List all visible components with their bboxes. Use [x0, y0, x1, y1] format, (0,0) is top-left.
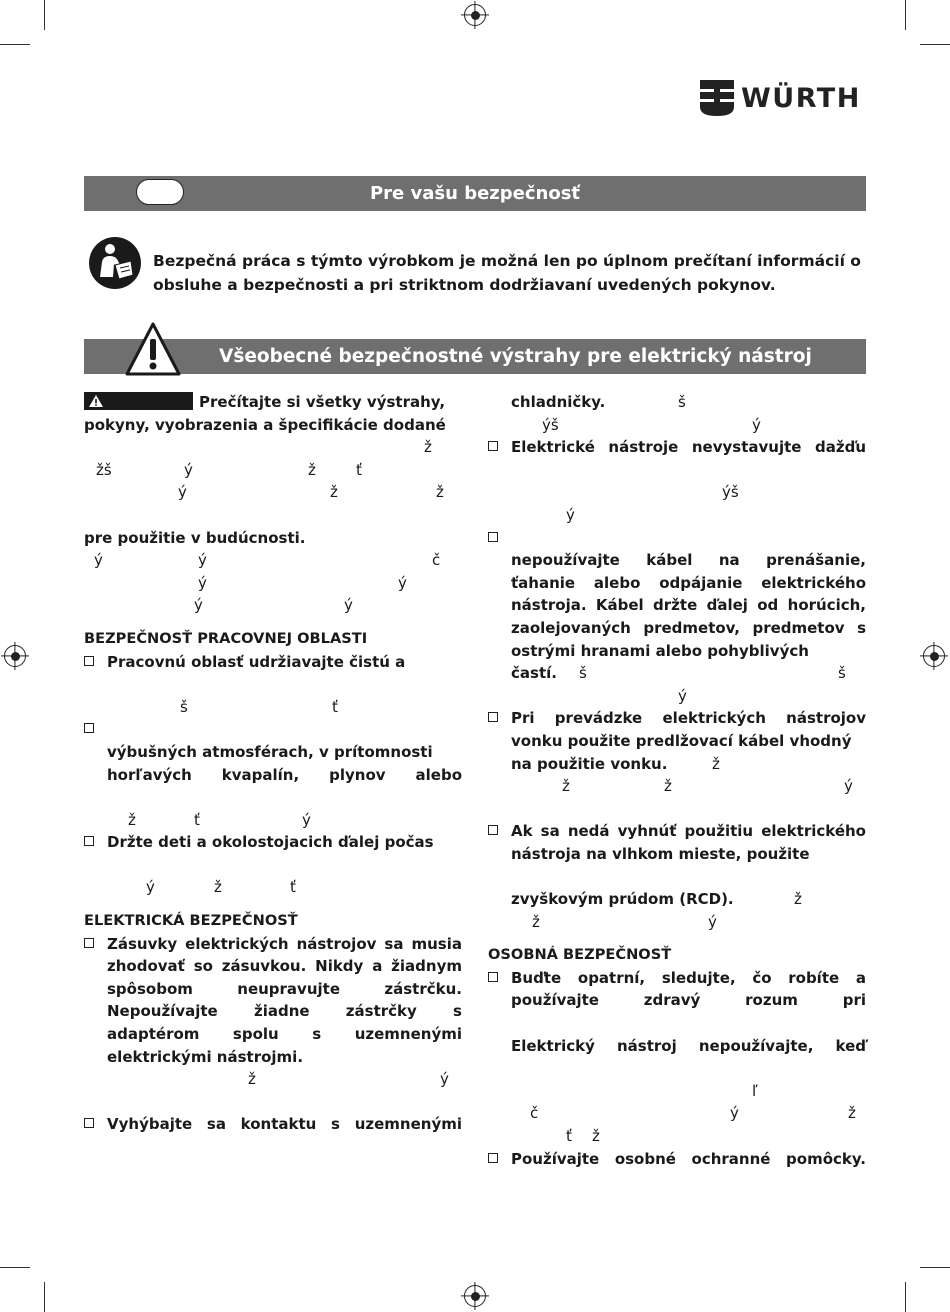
- text-fragment: ý ý č: [94, 551, 441, 570]
- list-item: [84, 718, 462, 741]
- text-fragment: ý ž ž: [178, 483, 444, 502]
- warning-paragraph: Prečítajte si všetky výstrahy,: [84, 391, 462, 414]
- checkbox-icon: [488, 1153, 498, 1163]
- list-item: Vyhýbajte sa kontaktu s uzemnenými: [84, 1113, 462, 1136]
- checkbox-icon: [488, 712, 498, 722]
- list-item: Buďte opatrní, sledujte, čo robíte a používajte zdravý rozum pri: [488, 967, 866, 1012]
- text-fragment: žš ý ž ť: [96, 460, 362, 479]
- text-fragment: ž ť ý: [128, 810, 311, 829]
- text-fragment: ť ž: [566, 1127, 600, 1145]
- registration-mark-icon: [4, 645, 26, 667]
- checkbox-icon: [488, 825, 498, 835]
- checkbox-icon: [84, 938, 94, 948]
- text-fragment: ž: [424, 438, 432, 457]
- list-item: Elektrické nástroje nevystavujte dažďu: [488, 436, 866, 459]
- checkbox-icon: [84, 723, 94, 733]
- text-fragment: ý ý: [194, 596, 353, 615]
- crop-mark: [905, 1282, 906, 1312]
- read-manual-icon: [89, 237, 141, 289]
- text-fragment: š ť: [180, 697, 338, 716]
- checkbox-icon: [488, 972, 498, 982]
- crop-mark: [920, 44, 950, 45]
- crop-mark: [44, 1282, 45, 1312]
- text-fragment: ľ: [752, 1081, 758, 1100]
- checkbox-icon: [84, 656, 94, 666]
- text-fragment: ž ý: [248, 1070, 449, 1089]
- text-fragment: č ý ž: [530, 1104, 856, 1123]
- list-item-text: Elektrický nástroj nepoužívajte, keď: [511, 1036, 866, 1055]
- list-item-text: výbušných atmosférach, v prítomnosti: [107, 742, 433, 761]
- crop-mark: [905, 0, 906, 30]
- language-tab: [136, 179, 184, 205]
- wurth-logo-icon: [700, 80, 734, 116]
- text-fragment: ž ž ý: [562, 777, 853, 796]
- registration-mark-icon: [923, 645, 945, 667]
- section-title-bar: [84, 176, 866, 211]
- crop-mark: [920, 1267, 950, 1268]
- list-item: Pracovnú oblasť udržiavajte čistú a: [84, 651, 462, 674]
- list-item: Zásuvky elektrických nástrojov sa musia zhodovať so zásuvkou. Nikdy a žiadnym spôsobom neupravujte zástrčku. Nepoužívajte žiadne zástrčky s adaptérom spolu s uzemnenými elektrickými nástrojmi.: [84, 933, 462, 1069]
- intro-text: Bezpečná práca s týmto výrobkom je možná len po úplnom prečítaní informácií o obsluhe a bezpečnosti a pri striktnom dodržiavaní uvedených pokynov.: [153, 251, 861, 294]
- crop-mark: [0, 44, 30, 45]
- text-fragment: ýš ý: [542, 415, 761, 434]
- warning-line: pokyny, vyobrazenia a špecifikácie dodané: [84, 415, 446, 434]
- text-fragment: ž ý: [532, 912, 717, 931]
- list-item: Používajte osobné ochranné pomôcky.: [488, 1148, 866, 1171]
- text-fragment: ý ž ť: [146, 878, 296, 897]
- electrical-heading: ELEKTRICKÁ BEZPEČNOSŤ: [84, 912, 298, 930]
- list-item-text: horľavých kvapalín, plynov alebo: [107, 765, 462, 784]
- list-item: Ak sa nedá vyhnúť použitiu elektrického nástroja na vlhkom mieste, použite: [488, 820, 866, 865]
- section-title: Všeobecné bezpečnostné výstrahy pre elektrický nástroj: [219, 346, 812, 367]
- list-item-text: chladničky. š: [511, 393, 686, 411]
- right-column: [488, 391, 866, 1170]
- warning-badge: [84, 392, 193, 410]
- text-fragment: ý ý: [198, 573, 407, 592]
- crop-mark: [0, 1267, 30, 1268]
- left-column: [84, 391, 462, 1136]
- future-use-text: pre použitie v budúcnosti.: [84, 528, 306, 547]
- work-area-heading: BEZPEČNOSŤ PRACOVNEJ OBLASTI: [84, 629, 368, 647]
- wurth-logo: [700, 78, 861, 118]
- text-fragment: ýš: [722, 483, 739, 502]
- registration-mark-icon: [464, 1285, 486, 1307]
- list-item-text: nepoužívajte kábel na prenášanie, ťahanie alebo odpájanie elektrického nástroja. Kábel držte ďalej od horúcich, zaolejovaných predmetov, predmetov s ostrými hranami alebo pohyblivých: [511, 551, 866, 660]
- list-item: Držte deti a okolostojacich ďalej počas: [84, 831, 462, 854]
- text-fragment: ý: [678, 686, 687, 705]
- list-item-text: na použitie vonku. ž: [511, 754, 720, 773]
- checkbox-icon: [84, 836, 94, 846]
- crop-mark: [44, 0, 45, 30]
- list-item-text: častí. š š: [511, 664, 846, 683]
- registration-mark-icon: [464, 4, 486, 26]
- checkbox-icon: [488, 441, 498, 451]
- personal-heading: OSOBNÁ BEZPEČNOSŤ: [488, 946, 672, 964]
- list-item: Pri prevádzke elektrických nástrojov vonku použite predlžovací kábel vhodný: [488, 707, 866, 752]
- text-fragment: ý: [566, 505, 575, 524]
- brand-name: WÜRTH: [741, 82, 861, 114]
- checkbox-icon: [488, 532, 498, 542]
- list-item: [488, 527, 866, 550]
- warning-triangle-icon: [124, 321, 182, 377]
- section-title-bar: [84, 339, 866, 374]
- section-title: Pre vašu bezpečnosť: [369, 183, 581, 204]
- list-item-text: zvyškovým prúdom (RCD). ž: [511, 890, 802, 909]
- checkbox-icon: [84, 1118, 94, 1128]
